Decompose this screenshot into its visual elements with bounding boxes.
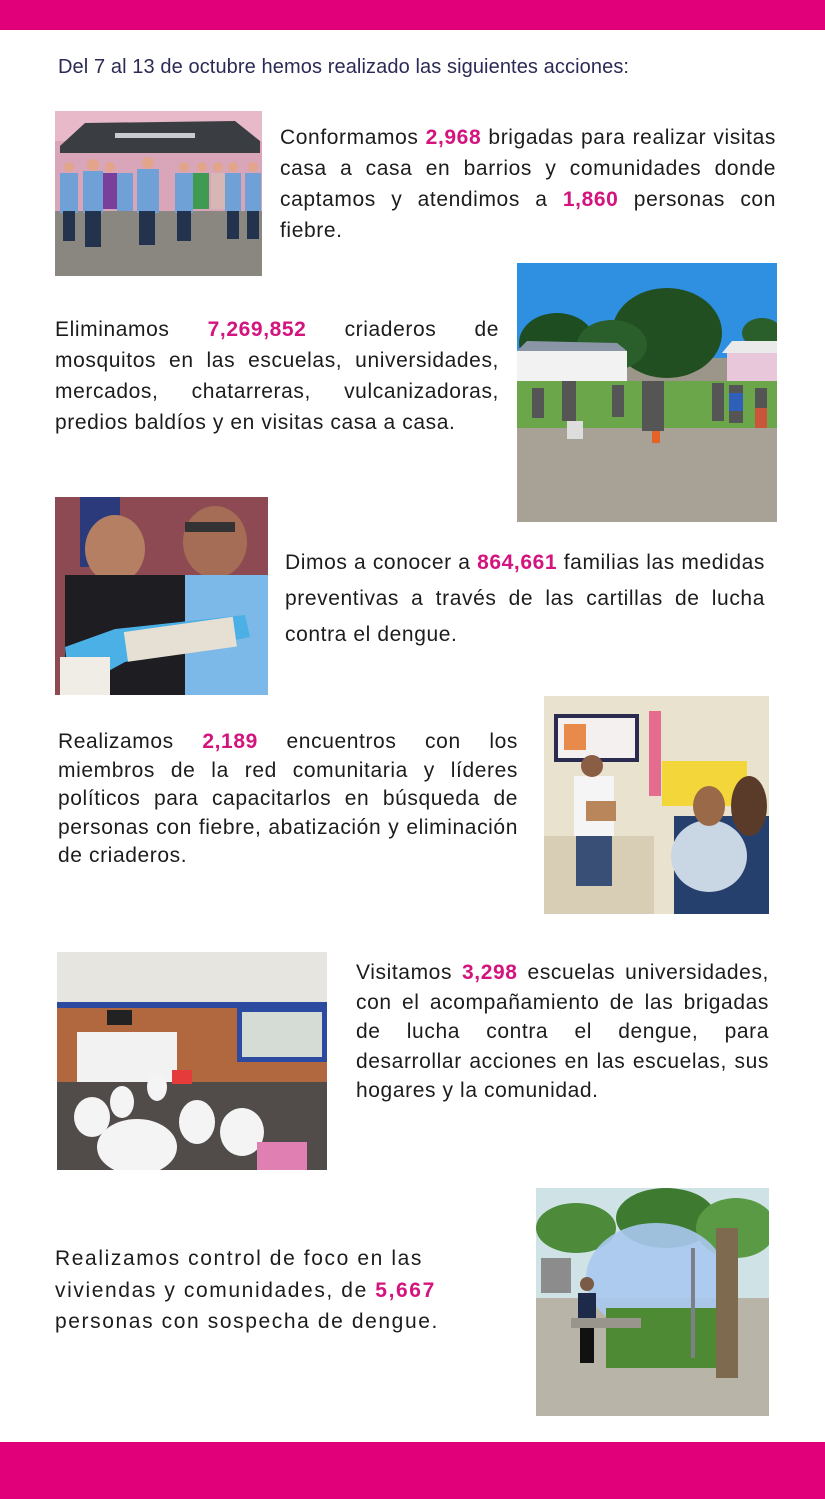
bottom-banner-bar <box>0 1442 825 1499</box>
classroom-photo <box>57 952 327 1170</box>
action-text-brigades: Conformamos 2,968 brigadas para realizar visitas casa a casa en barrios y comunidades donde captamos y atendimos a 1,860 personas con fiebre. <box>280 126 776 242</box>
stat-meetings: 2,189 <box>202 730 258 753</box>
stat-families: 864,661 <box>477 551 558 574</box>
community-training-photo <box>544 696 769 914</box>
top-banner-bar <box>0 0 825 30</box>
booklet-reading-photo <box>55 497 268 695</box>
action-text-families: Dimos a conocer a 864,661 familias las medidas preventivas a través de las cartillas de lucha contra el dengue. <box>285 551 765 646</box>
action-text-focus-control: Realizamos control de foco en las viviendas y comunidades, de 5,667 personas con sospecha de dengue. <box>55 1247 439 1333</box>
fumigation-photo <box>536 1188 769 1416</box>
stat-breeding-sites: 7,269,852 <box>207 318 307 341</box>
stat-suspected-cases: 5,667 <box>375 1278 436 1302</box>
action-text-breeding-sites: Eliminamos 7,269,852 criaderos de mosquitos en las escuelas, universidades, mercados, chatarreras, vulcanizadoras, predios baldíos y en visitas casa a casa. <box>55 318 499 434</box>
intro-heading: Del 7 al 13 de octubre hemos realizado las siguientes acciones: <box>58 56 630 78</box>
street-cleanup-photo <box>517 263 777 522</box>
stat-brigades: 2,968 <box>425 126 482 149</box>
stat-fever-cases: 1,860 <box>562 188 619 211</box>
action-text-schools: Visitamos 3,298 escuelas universidades, con el acompañamiento de las brigadas de lucha contra el dengue, para desarrollar acciones en las escuelas, sus hogares y la comunidad. <box>356 961 769 1102</box>
action-text-meetings: Realizamos 2,189 encuentros con los miembros de la red comunitaria y líderes políticos para capacitarlos en búsqueda de personas con fiebre, abatización y eliminación de criaderos. <box>58 730 518 867</box>
stat-schools: 3,298 <box>462 961 518 984</box>
brigade-group-photo <box>55 111 262 276</box>
